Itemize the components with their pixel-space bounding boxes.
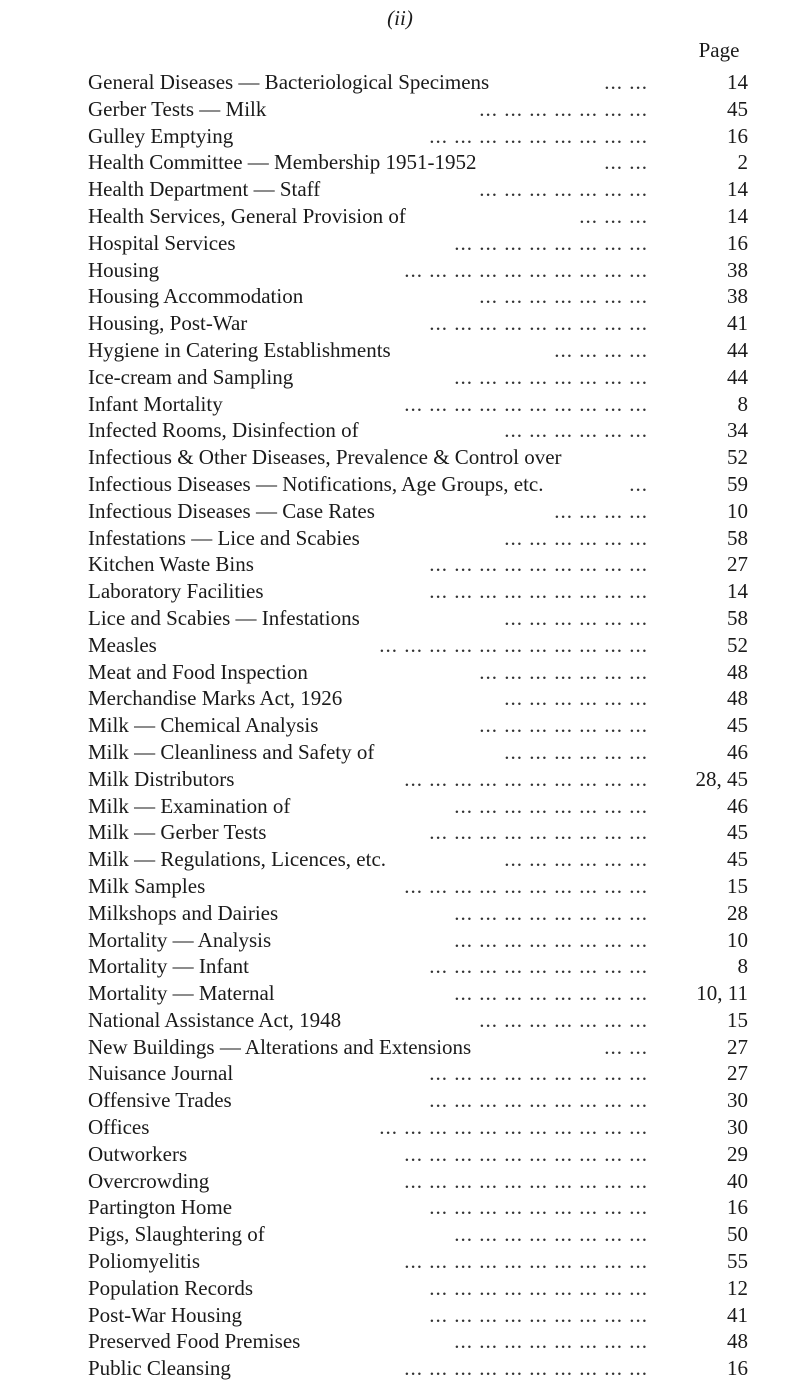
entry-title: Milk — Regulations, Licences, etc. [88,847,392,871]
leader-dots: ... ... ... ... ... ... ... ... [454,364,648,389]
index-entry [88,980,748,1007]
leader-dots: ... ... ... ... ... ... ... ... ... ... [404,766,648,791]
leader-dots: ... ... [604,1034,648,1059]
index-entry [88,444,748,471]
index-entries [88,69,748,1382]
leader-dots: ... ... ... ... ... ... ... [479,1007,648,1032]
index-entry [88,1221,748,1248]
leader-dots: ... ... ... ... ... ... ... ... ... ... [404,1168,648,1193]
entry-title: Offices [88,1115,155,1139]
entry-page-number: 40 [727,1168,748,1193]
leader-dots: ... ... ... ... [554,498,648,523]
leader-dots: ... ... ... ... ... ... ... ... ... [429,1061,648,1086]
index-entry [88,1141,748,1168]
index-entry [88,1355,748,1382]
entry-page-number: 34 [727,418,748,443]
entry-title: Infestations — Lice and Scabies [88,526,366,550]
entry-page-number: 41 [727,1302,748,1327]
entry-page-number: 44 [727,364,748,389]
index-entry [88,337,748,364]
entry-page-number: 10 [727,927,748,952]
leader-dots: ... [629,471,648,496]
entry-page-number: 45 [727,713,748,738]
entry-title: Gerber Tests — Milk [88,97,272,121]
leader-dots: ... ... ... ... ... ... ... ... ... [429,552,648,577]
entry-page-number: 38 [727,257,748,282]
leader-dots: ... ... ... ... ... ... ... ... ... [429,1275,648,1300]
entry-title: Infectious Diseases — Notifications, Age Groups, etc. [88,472,549,496]
leader-dots: ... ... ... ... ... ... ... ... ... [429,1195,648,1220]
entry-page-number: 52 [727,445,748,470]
entry-title: Population Records [88,1276,259,1300]
index-entry [88,1114,748,1141]
entry-title: Measles [88,633,163,657]
leader-dots: ... ... ... ... ... ... [504,739,648,764]
entry-page-number: 27 [727,1034,748,1059]
entry-title: Infectious Diseases — Case Rates [88,499,381,523]
entry-title: National Assistance Act, 1948 [88,1008,347,1032]
leader-dots: ... ... ... ... ... ... ... ... ... ... ... [379,1115,648,1140]
entry-page-number: 15 [727,873,748,898]
index-entry [88,96,748,123]
index-entry [88,149,748,176]
leader-dots: ... ... ... ... ... ... ... ... [454,793,648,818]
entry-title: General Diseases — Bacteriological Specimens [88,70,495,94]
index-entry [88,551,748,578]
entry-title: Mortality — Maternal [88,981,281,1005]
index-entry [88,632,748,659]
entry-title: Outworkers [88,1142,193,1166]
index-entry [88,1275,748,1302]
entry-title: Hospital Services [88,231,242,255]
index-entry [88,123,748,150]
entry-page-number: 8 [737,954,748,979]
index-entry [88,953,748,980]
entry-page-number: 48 [727,1329,748,1354]
entry-page-number: 27 [727,1061,748,1086]
entry-page-number: 45 [727,847,748,872]
leader-dots: ... ... ... ... ... ... [504,686,648,711]
entry-title: Partington Home [88,1195,238,1219]
entry-title: Housing Accommodation [88,284,309,308]
entry-title: Housing, Post-War [88,311,253,335]
index-entry [88,525,748,552]
index-entry [88,69,748,96]
leader-dots: ... ... ... ... ... ... ... ... ... [429,1302,648,1327]
leader-dots: ... ... ... ... ... ... ... ... ... ... ... [379,632,648,657]
leader-dots: ... ... ... ... ... ... [504,418,648,443]
leader-dots: ... ... ... ... ... ... [504,847,648,872]
index-entry [88,685,748,712]
index-entry [88,712,748,739]
entry-page-number: 55 [727,1249,748,1274]
entry-title: Milk — Examination of [88,794,296,818]
entry-title: Health Committee — Membership 1951-1952 [88,150,482,174]
leader-dots: ... ... ... ... ... ... ... ... ... ... [404,1356,648,1381]
leader-dots: ... ... ... ... ... ... ... ... [454,900,648,925]
leader-dots: ... ... ... ... ... ... ... ... ... [429,954,648,979]
entry-title: Milk — Cleanliness and Safety of [88,740,380,764]
entry-title: Infectious & Other Diseases, Prevalence & Control over [88,445,568,469]
entry-page-number: 38 [727,284,748,309]
leader-dots: ... ... ... ... ... ... ... ... ... [429,1088,648,1113]
entry-title: Nuisance Journal [88,1061,239,1085]
entry-page-number: 29 [727,1141,748,1166]
index-entry [88,1248,748,1275]
index-entry [88,739,748,766]
leader-dots: ... ... [604,70,648,94]
leader-dots: ... ... ... ... ... ... ... ... ... ... [404,1141,648,1166]
entry-page-number: 41 [727,311,748,336]
entry-page-number: 8 [737,391,748,416]
entry-page-number: 15 [727,1007,748,1032]
entry-title: Health Department — Staff [88,177,326,201]
leader-dots: ... ... ... ... ... ... ... [479,713,648,738]
entry-title: Pigs, Slaughtering of [88,1222,271,1246]
index-entry [88,1328,748,1355]
entry-page-number: 16 [727,1356,748,1381]
leader-dots: ... ... ... ... ... ... ... [479,659,648,684]
entry-title: Infant Mortality [88,392,229,416]
index-entry [88,283,748,310]
entry-page-number: 46 [727,793,748,818]
entry-page-number: 14 [727,579,748,604]
index-entry [88,1194,748,1221]
index-entry [88,1007,748,1034]
entry-page-number: 16 [727,230,748,255]
entry-page-number: 50 [727,1222,748,1247]
entry-title: Lice and Scabies — Infestations [88,606,366,630]
entry-page-number: 10, 11 [696,981,748,1006]
leader-dots: ... ... ... ... ... ... ... ... ... ... [404,391,648,416]
entry-page-number: 14 [727,203,748,228]
leader-dots: ... ... ... ... ... ... ... ... ... [429,579,648,604]
entry-title: Post-War Housing [88,1303,248,1327]
leader-dots: ... ... ... ... ... ... ... ... ... ... [404,873,648,898]
entry-page-number: 48 [727,686,748,711]
entry-page-number: 44 [727,337,748,362]
index-entry [88,873,748,900]
leader-dots: ... ... ... ... ... ... ... ... ... [429,311,648,336]
entry-page-number: 28 [727,900,748,925]
index-entry [88,900,748,927]
leader-dots: ... ... ... ... ... ... ... ... [454,1222,648,1247]
leader-dots: ... ... ... ... ... ... ... ... [454,230,648,255]
entry-title: Mortality — Analysis [88,928,277,952]
index-entry [88,203,748,230]
entry-page-number: 45 [727,820,748,845]
entry-title: Milk — Chemical Analysis [88,713,324,737]
entry-page-number: 46 [727,739,748,764]
index-entry [88,659,748,686]
leader-dots: ... ... ... ... ... ... ... [479,96,648,121]
entry-page-number: 2 [737,150,748,175]
entry-page-number: 12 [727,1275,748,1300]
entry-page-number: 14 [727,70,748,94]
index-entry [88,1168,748,1195]
entry-page-number: 28, 45 [695,766,748,791]
index-entry [88,364,748,391]
entry-title: Housing [88,258,165,282]
leader-dots: ... ... ... ... ... ... ... ... [454,927,648,952]
entry-title: Preserved Food Premises [88,1329,306,1353]
entry-title: Health Services, General Provision of [88,204,412,228]
entry-page-number: 59 [727,471,748,496]
entry-title: Poliomyelitis [88,1249,206,1273]
entry-title: Gulley Emptying [88,124,239,148]
index-entry [88,605,748,632]
index-entry [88,793,748,820]
leader-dots: ... ... [604,150,648,175]
entry-title: Meat and Food Inspection [88,660,314,684]
leader-dots: ... ... ... ... ... ... ... [479,177,648,202]
index-entry [88,819,748,846]
leader-dots: ... ... ... ... ... ... ... ... [454,981,648,1006]
index-entry [88,578,748,605]
leader-dots: ... ... ... ... ... ... ... ... ... [429,123,648,148]
entry-title: Ice-cream and Sampling [88,365,299,389]
entry-page-number: 27 [727,552,748,577]
leader-dots: ... ... ... ... [554,337,648,362]
entry-page-number: 45 [727,96,748,121]
entry-title: Infected Rooms, Disinfection of [88,418,365,442]
index-entry [88,1034,748,1061]
entry-page-number: 48 [727,659,748,684]
entry-page-number: 30 [727,1088,748,1113]
leader-dots: ... ... ... ... ... ... ... ... ... ... [404,257,648,282]
leader-dots: ... ... ... ... ... ... [504,525,648,550]
entry-title: Milkshops and Dairies [88,901,284,925]
leader-dots: ... ... ... ... ... ... ... ... ... [429,820,648,845]
index-entry [88,471,748,498]
entry-title: Hygiene in Catering Establishments [88,338,397,362]
page-column-header: Page [698,38,740,62]
index-entry [88,766,748,793]
entry-page-number: 16 [727,1195,748,1220]
entry-page-number: 14 [727,177,748,202]
entry-title: Offensive Trades [88,1088,238,1112]
entry-page-number: 10 [727,498,748,523]
entry-title: Overcrowding [88,1169,215,1193]
entry-page-number: 52 [727,632,748,657]
entry-title: Kitchen Waste Bins [88,552,260,576]
entry-title: Merchandise Marks Act, 1926 [88,686,348,710]
entry-title: Milk Samples [88,874,211,898]
index-entry [88,391,748,418]
entry-page-number: 58 [727,525,748,550]
entry-title: New Buildings — Alterations and Extensions [88,1035,477,1059]
index-entry [88,1060,748,1087]
index-entry [88,846,748,873]
leader-dots: ... ... ... [579,203,648,228]
leader-dots: ... ... ... ... ... ... ... ... ... ... [404,1249,648,1274]
index-entry [88,1087,748,1114]
leader-dots: ... ... ... ... ... ... [504,605,648,630]
index-entry [88,927,748,954]
index-entry [88,230,748,257]
index-entry [88,498,748,525]
index-entry [88,257,748,284]
entry-title: Milk — Gerber Tests [88,820,272,844]
index-entry [88,1302,748,1329]
entry-page-number: 16 [727,123,748,148]
leader-dots: ... ... ... ... ... ... ... ... [454,1329,648,1354]
page-folio: (ii) [387,6,413,30]
entry-page-number: 30 [727,1115,748,1140]
entry-title: Laboratory Facilities [88,579,270,603]
index-entry [88,176,748,203]
entry-title: Public Cleansing [88,1356,237,1380]
entry-page-number: 58 [727,605,748,630]
entry-title: Mortality — Infant [88,954,255,978]
leader-dots: ... ... ... ... ... ... ... [479,284,648,309]
entry-title: Milk Distributors [88,767,240,791]
index-entry [88,310,748,337]
index-entry [88,417,748,444]
